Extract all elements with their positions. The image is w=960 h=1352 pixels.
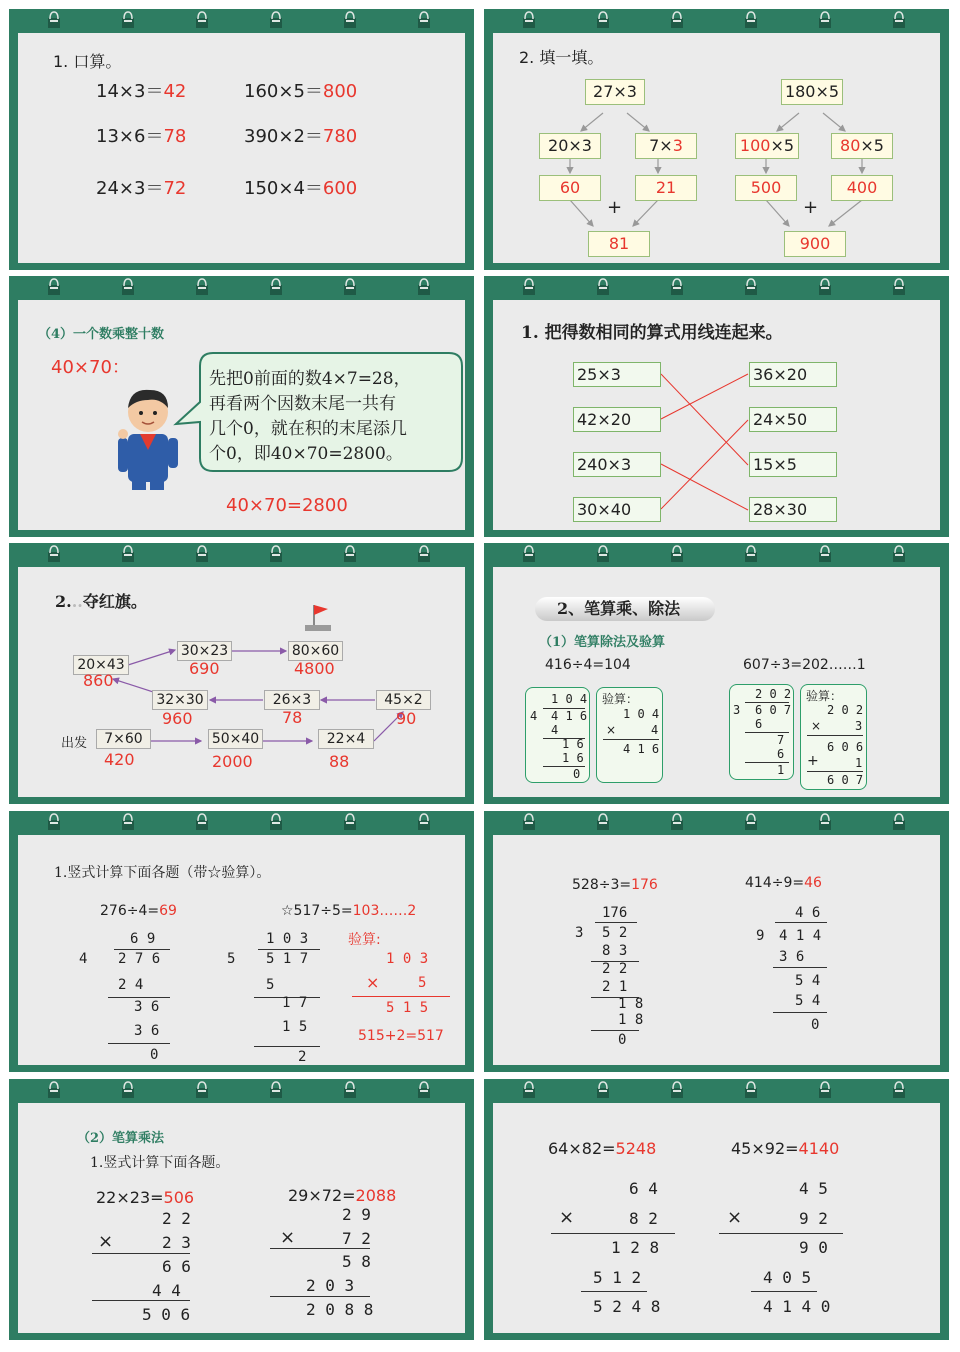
bar <box>581 1291 647 1292</box>
step: 8 3 <box>602 943 628 959</box>
plus-sign: + <box>803 197 819 218</box>
binder-clip-icon <box>596 11 610 29</box>
quotient: 1 0 3 <box>266 931 309 947</box>
step: 2 1 <box>602 979 628 995</box>
times-sign: × <box>366 973 380 992</box>
binder-clip-icon <box>195 278 209 296</box>
remainder: 0 <box>618 1032 627 1048</box>
binder-clip-icon <box>121 545 135 563</box>
binder-clip-icon <box>596 813 610 831</box>
binder-clip-icon <box>522 545 536 563</box>
product: 5 0 6 <box>142 1305 191 1324</box>
oral-item: 13×6＝78 <box>96 126 187 147</box>
quotient: 6 9 <box>130 931 156 947</box>
answer-box: 21 <box>635 175 697 201</box>
binder-clip-icon <box>269 278 283 296</box>
question: 29×72=2088 <box>288 1186 397 1205</box>
oral-item: 24×3＝72 <box>96 178 187 199</box>
game-answer: 88 <box>329 752 350 771</box>
bar <box>108 1043 170 1044</box>
slide-fill-in <box>484 9 949 270</box>
remainder: 0 <box>150 1047 159 1063</box>
game-cell: 32×30 <box>152 690 208 710</box>
section-subtitle: （4）一个数乘整十数 <box>38 327 165 342</box>
slide-title: 1.竖式计算下面各题。 <box>90 1155 230 1171</box>
game-cell: 7×60 <box>96 729 151 749</box>
product: 5 1 5 <box>386 1000 429 1016</box>
binder-clip-icon <box>195 545 209 563</box>
start-label: 出发 <box>61 736 88 751</box>
calc-box: 27×3 <box>585 79 645 105</box>
game-cell: 45×2 <box>376 690 431 710</box>
step: 5 <box>266 977 275 993</box>
bar <box>551 1233 675 1234</box>
check-label: 验算： <box>806 689 843 703</box>
binder-clip-icon <box>522 1081 536 1099</box>
quotient: 1 0 4 <box>551 692 588 706</box>
times-sign: × <box>559 1207 575 1228</box>
dividend: 5 1 7 <box>266 951 309 967</box>
step: 2 2 <box>602 961 628 977</box>
match-lines <box>493 300 940 530</box>
binder-clips <box>9 9 474 31</box>
dividend: 4 1 4 <box>779 928 822 944</box>
bubble-line: 再看两个因数末尾一共有 <box>209 394 396 414</box>
times-sign: × <box>606 723 617 737</box>
step: 1 5 <box>282 1019 308 1035</box>
slide-vertical-division <box>9 811 474 1072</box>
slide-multiply-solutions <box>484 1079 949 1340</box>
slide-title: 1. 把得数相同的算式用线连起来。 <box>521 323 783 343</box>
bar <box>775 922 827 923</box>
section-banner: 2、笔算乘、除法 <box>535 597 715 621</box>
game-cell: 20×43 <box>73 655 129 675</box>
times-sign: × <box>727 1207 743 1228</box>
oral-item: 390×2＝780 <box>244 126 358 147</box>
binder-clip-icon <box>892 1081 906 1099</box>
partial-product: 4 4 <box>152 1281 181 1300</box>
check-label: 验算： <box>602 692 639 706</box>
bar <box>807 771 863 772</box>
binder-clips <box>484 811 949 833</box>
binder-clip-icon <box>818 545 832 563</box>
bar <box>807 735 863 736</box>
binder-clip-icon <box>744 545 758 563</box>
game-answer: 90 <box>396 709 417 728</box>
factor: 5 <box>418 975 427 991</box>
factor: 6 4 <box>629 1179 658 1198</box>
binder-clip-icon <box>195 11 209 29</box>
binder-clip-icon <box>670 545 684 563</box>
binder-clip-icon <box>121 278 135 296</box>
slide-title: 1. 口算。 <box>53 52 122 71</box>
step: 2 4 <box>118 977 144 993</box>
bar <box>92 1253 190 1254</box>
binder-clip-icon <box>892 278 906 296</box>
answer-box: 60 <box>539 175 601 201</box>
binder-clip-icon <box>818 278 832 296</box>
expression-box[interactable]: 25×3 <box>573 362 661 387</box>
question: 64×82=5248 <box>548 1139 657 1158</box>
section-subtitle: （2）笔算乘法 <box>77 1131 165 1146</box>
binder-clip-icon <box>744 11 758 29</box>
game-answer: 4800 <box>294 659 335 678</box>
step: 7 <box>777 733 785 747</box>
binder-clip-icon <box>892 11 906 29</box>
sum: 6 0 7 <box>827 773 864 787</box>
game-answer: 860 <box>83 671 114 690</box>
addend: 1 <box>855 756 863 770</box>
product: 6 0 6 <box>827 740 864 754</box>
step: 6 <box>777 747 785 761</box>
factor: 2 0 2 <box>827 703 864 717</box>
bar <box>270 1248 370 1249</box>
binder-clip-icon <box>47 278 61 296</box>
binder-clip-icon <box>47 1081 61 1099</box>
binder-clip-icon <box>522 11 536 29</box>
bar <box>719 1233 843 1234</box>
answer-box: 81 <box>588 231 650 257</box>
question: 22×23=506 <box>96 1188 195 1207</box>
slide-division-solutions <box>484 811 949 1072</box>
bar <box>258 949 320 950</box>
problem-label: 40×70： <box>51 357 130 378</box>
binder-clip-icon <box>417 813 431 831</box>
question: 528÷3=176 <box>572 877 658 893</box>
binder-clips <box>484 276 949 298</box>
binder-clip-icon <box>818 11 832 29</box>
binder-clip-icon <box>596 278 610 296</box>
binder-clip-icon <box>343 278 357 296</box>
factor: 4 5 <box>799 1179 828 1198</box>
product: 2 0 8 8 <box>306 1300 374 1319</box>
partial-product: 1 2 8 <box>611 1238 660 1257</box>
plus-sign: + <box>607 197 623 218</box>
binder-clip-icon <box>417 11 431 29</box>
binder-clips <box>9 543 474 565</box>
binder-clip-icon <box>47 11 61 29</box>
binder-clip-icon <box>596 1081 610 1099</box>
slide-title: 2...夺红旗。 <box>55 592 147 611</box>
sum-check: 515+2=517 <box>358 1028 444 1044</box>
divisor: 5 <box>227 951 236 967</box>
factor: 3 <box>855 719 863 733</box>
binder-clip-icon <box>670 278 684 296</box>
step: 6 <box>755 717 763 731</box>
answer-box: 400 <box>831 175 893 201</box>
bar <box>773 967 827 968</box>
slide-match-lines <box>484 276 949 537</box>
game-cell: 80×60 <box>288 641 343 661</box>
binder-clip-icon <box>744 278 758 296</box>
binder-clips <box>484 1079 949 1101</box>
calc-box: 7×3 <box>635 133 697 159</box>
expression-box[interactable]: 28×30 <box>749 497 837 522</box>
bar <box>108 997 170 998</box>
answer-box: 900 <box>784 231 846 257</box>
binder-clips <box>9 276 474 298</box>
binder-clip-icon <box>195 813 209 831</box>
equation: 607÷3=202……1 <box>743 657 866 673</box>
bar <box>114 949 170 950</box>
step: 1 6 <box>562 737 584 751</box>
binder-clips <box>9 811 474 833</box>
binder-clip-icon <box>195 1081 209 1099</box>
bar <box>595 922 637 923</box>
slide-vertical-multiply <box>9 1079 474 1340</box>
binder-clip-icon <box>417 278 431 296</box>
step: 1 8 <box>618 996 644 1012</box>
bar <box>603 739 659 740</box>
binder-clip-icon <box>343 545 357 563</box>
calc-box: 20×3 <box>539 133 601 159</box>
question: ☆517÷5=103……2 <box>281 903 417 919</box>
binder-clip-icon <box>269 1081 283 1099</box>
partial-product: 9 0 <box>799 1238 828 1257</box>
step: 4 <box>551 723 559 737</box>
expression-box[interactable]: 24×50 <box>749 407 837 432</box>
slide-multiply-tens <box>9 276 474 537</box>
factor: 1 0 3 <box>386 951 429 967</box>
binder-clip-icon <box>343 1081 357 1099</box>
product: 5 2 4 8 <box>593 1297 661 1316</box>
slide-title: 1.竖式计算下面各题（带☆验算）。 <box>54 865 271 881</box>
bar <box>92 1300 190 1301</box>
game-cell: 22×4 <box>318 729 374 749</box>
binder-clip-icon <box>522 813 536 831</box>
flag-icon <box>305 605 331 631</box>
game-answer: 960 <box>162 709 193 728</box>
expression-box[interactable]: 42×20 <box>573 407 661 432</box>
bar <box>751 1291 817 1292</box>
remainder: 1 <box>777 763 785 777</box>
game-answer: 78 <box>282 708 303 727</box>
bubble-line: 个0，即40×70=2800。 <box>209 444 403 464</box>
binder-clip-icon <box>522 278 536 296</box>
binder-clip-icon <box>596 545 610 563</box>
binder-clip-icon <box>892 545 906 563</box>
expression-box[interactable]: 36×20 <box>749 362 837 387</box>
dividend: 2 7 6 <box>118 951 161 967</box>
game-answer: 420 <box>104 750 135 769</box>
times-sign: × <box>811 719 822 733</box>
step: 3 6 <box>134 999 160 1015</box>
product: 4 1 4 0 <box>763 1297 831 1316</box>
binder-clip-icon <box>417 1081 431 1099</box>
step: 1 8 <box>618 1012 644 1028</box>
calc-box: 180×5 <box>781 79 843 105</box>
binder-clip-icon <box>417 545 431 563</box>
plus-sign: + <box>807 753 819 769</box>
binder-clip-icon <box>818 1081 832 1099</box>
binder-clip-icon <box>343 11 357 29</box>
quotient: 2 0 2 <box>755 687 792 701</box>
binder-clips <box>484 543 949 565</box>
binder-clip-icon <box>818 813 832 831</box>
expression-box[interactable]: 15×5 <box>749 452 837 477</box>
factor: 1 0 4 <box>623 707 660 721</box>
dividend: 5 2 <box>602 925 628 941</box>
binder-clip-icon <box>670 813 684 831</box>
partial-product: 5 1 2 <box>593 1268 642 1287</box>
partial-product: 5 8 <box>342 1252 371 1271</box>
binder-clip-icon <box>121 813 135 831</box>
remainder: 0 <box>811 1017 820 1033</box>
dividend: 6 0 7 <box>755 703 792 717</box>
step: 3 6 <box>779 949 805 965</box>
game-answer: 690 <box>189 659 220 678</box>
binder-clips <box>484 9 949 31</box>
binder-clip-icon <box>269 545 283 563</box>
times-sign: × <box>98 1231 114 1252</box>
step: 5 4 <box>795 973 821 989</box>
bubble-line: 先把0前面的数4×7=28， <box>209 369 411 389</box>
game-answer: 2000 <box>212 752 253 771</box>
bubble-line: 几个0，就在积的末尾添几 <box>209 419 407 439</box>
binder-clip-icon <box>670 1081 684 1099</box>
step: 3 6 <box>134 1023 160 1039</box>
bar <box>591 1030 639 1031</box>
step: 5 4 <box>795 993 821 1009</box>
factor: 2 2 <box>162 1209 191 1228</box>
expression-box[interactable]: 240×3 <box>573 452 661 477</box>
slide-title: 2. 填一填。 <box>519 48 604 67</box>
slide-oral-calc <box>9 9 474 270</box>
divisor: 4 <box>530 709 538 723</box>
binder-clip-icon <box>121 11 135 29</box>
divisor: 3 <box>575 925 584 941</box>
question: 276÷4=69 <box>100 903 177 919</box>
bar <box>254 1046 320 1047</box>
question: 414÷9=46 <box>745 875 822 891</box>
divisor: 3 <box>733 703 741 717</box>
expression-box[interactable]: 30×40 <box>573 497 661 522</box>
binder-clip-icon <box>670 11 684 29</box>
game-cell: 50×40 <box>208 729 263 749</box>
dividend: 4 1 6 <box>551 709 588 723</box>
factor: 7 2 <box>342 1229 371 1248</box>
step: 1 7 <box>282 995 308 1011</box>
equation: 416÷4=104 <box>545 657 631 673</box>
binder-clip-icon <box>121 1081 135 1099</box>
binder-clip-icon <box>892 813 906 831</box>
slide-division-check <box>484 543 949 804</box>
check-label: 验算: <box>348 932 381 948</box>
binder-clip-icon <box>744 1081 758 1099</box>
calc-box: 100×5 <box>735 133 799 159</box>
factor: 2 3 <box>162 1233 191 1252</box>
answer-text: 40×70=2800 <box>226 495 348 516</box>
game-cell: 30×23 <box>177 641 232 661</box>
binder-clip-icon <box>269 11 283 29</box>
oral-item: 160×5＝800 <box>244 81 358 102</box>
divisor: 9 <box>756 928 765 944</box>
divisor: 4 <box>79 951 88 967</box>
binder-clips <box>9 1079 474 1101</box>
binder-clip-icon <box>744 813 758 831</box>
question: 45×92=4140 <box>731 1139 840 1158</box>
partial-product: 4 0 5 <box>763 1268 812 1287</box>
answer-box: 500 <box>735 175 797 201</box>
factor: 4 <box>651 723 659 737</box>
game-cell: 26×3 <box>264 690 320 710</box>
partial-product: 6 6 <box>162 1257 191 1276</box>
times-sign: × <box>280 1227 296 1248</box>
step: 1 6 <box>562 751 584 765</box>
binder-clip-icon <box>343 813 357 831</box>
oral-item: 14×3＝42 <box>96 81 187 102</box>
bar <box>773 1012 827 1013</box>
bar <box>352 996 450 997</box>
remainder: 0 <box>573 767 581 781</box>
bar <box>270 1296 370 1297</box>
calc-box: 80×5 <box>831 133 893 159</box>
binder-clip-icon <box>47 545 61 563</box>
quotient: 4 6 <box>795 905 821 921</box>
section-subtitle: （1）笔算除法及验算 <box>539 635 666 650</box>
binder-clip-icon <box>47 813 61 831</box>
factor: 9 2 <box>799 1209 828 1228</box>
partial-product: 2 0 3 <box>306 1276 355 1295</box>
quotient: 176 <box>602 905 628 921</box>
remainder: 2 <box>298 1049 307 1065</box>
factor: 8 2 <box>629 1209 658 1228</box>
oral-item: 150×4＝600 <box>244 178 358 199</box>
slide-capture-flag <box>9 543 474 804</box>
binder-clip-icon <box>269 813 283 831</box>
product: 4 1 6 <box>623 742 660 756</box>
factor: 2 9 <box>342 1205 371 1224</box>
